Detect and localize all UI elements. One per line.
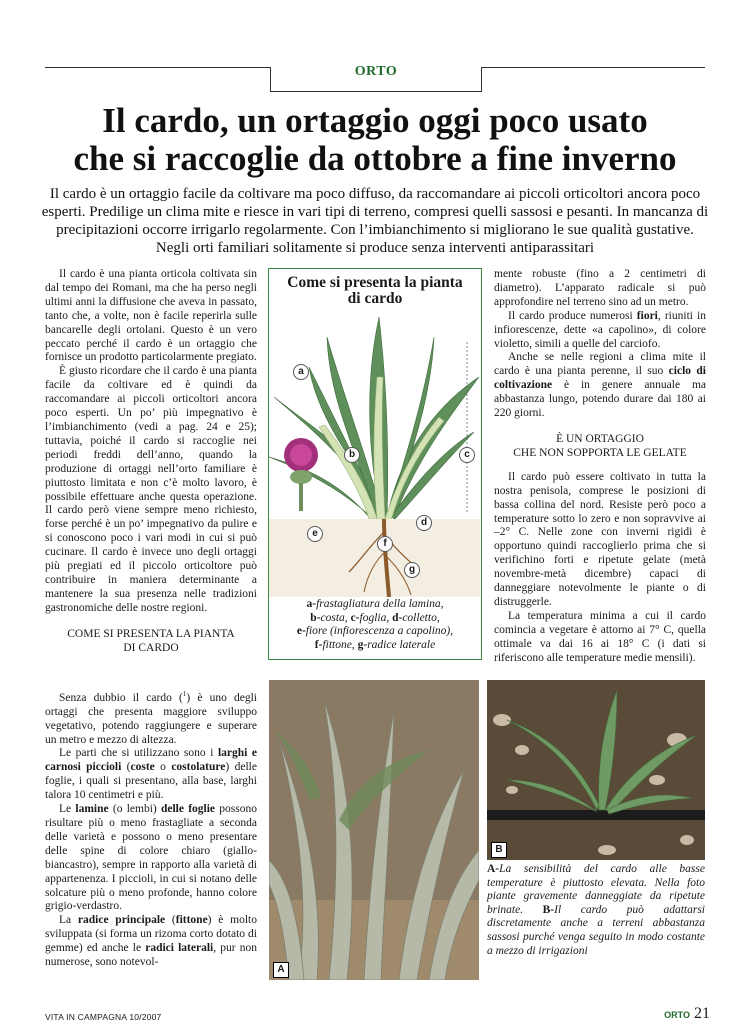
- subheading-line: DI CARDO: [123, 641, 179, 654]
- diagram-title: [269, 275, 481, 307]
- photo-a-tag: A: [273, 962, 289, 978]
- photo-frost-damaged-cardoons: [269, 680, 479, 980]
- header-rule-right: [482, 67, 705, 68]
- paragraph: Il cardo è una pianta orticola coltivata sin dal tempo dei Romani, ma che ha perso negli ultimi anni la diffusione che aveva in passato, tanto che, a volte, non è facile reperirla sulle bancarelle degli ortolani. Questo è un vero peccato perché il cardo è un ortaggio che fornisce un prodotto particolarmente pregiato.: [45, 268, 257, 364]
- diagram-label-g: g: [404, 562, 420, 578]
- paragraph: Il cardo produce numerosi fiori, riuniti in infiorescenze, dette «a capolino», di colore violetto, simili a quelle del carciofo.: [494, 309, 706, 350]
- section-label: ORTO: [354, 64, 398, 79]
- column-1-continued: [45, 688, 257, 970]
- diagram-label-a: a: [293, 364, 309, 380]
- footer-page-info: [650, 1005, 710, 1023]
- photo-b-tag: B: [491, 842, 507, 858]
- subheading-line: COME SI PRESENTA LA PIANTA: [67, 627, 235, 640]
- frost-damaged-plants-image: [269, 680, 479, 980]
- photo-caption: A-La sensibilità del cardo alle basse temperature è piuttosto elevata. Nella foto piante gravemente danneggiate da ripetute brinate. B-Il cardo può adattarsi discretamente anche a terreni abbastanza sassosi purché venga seguito in modo costante a mezzo di irrigazioni: [487, 863, 705, 957]
- diagram-title-line: di cardo: [347, 290, 403, 307]
- headline-line-1: Il cardo, un ortaggio oggi poco usato: [102, 101, 648, 140]
- footer-section: ORTO: [664, 1010, 690, 1020]
- cardoon-plant-illustration: [269, 307, 480, 597]
- diagram-label-c: c: [459, 447, 475, 463]
- page-number: 21: [694, 1005, 710, 1022]
- column-1: [45, 268, 257, 665]
- paragraph: Senza dubbio il cardo ($^1$) è uno degli ortaggi che presenta maggiore sviluppo vegetativo, potendo raggiungere e superare un metro e mezzo di altezza.: [45, 690, 257, 746]
- subheading-line: CHE NON SOPPORTA LE GELATE: [513, 446, 687, 459]
- subheading: [45, 628, 257, 656]
- headline-line-2: che si raccoglie da ottobre a fine inverno: [73, 139, 677, 178]
- diagram-label-e: e: [307, 526, 323, 542]
- paragraph: La temperatura minima a cui il cardo comincia a vegetare è attorno ai 7° C, quella ottimale va dai 16 ai 18° C (i dati si riferiscono alle temperature medie mensili).: [494, 609, 706, 664]
- paragraph: Anche se nelle regioni a clima mite il cardo è una pianta perenne, il suo ciclo di coltivazione è in genere annuale ma abbastanza lungo, potendo durare dai 180 ai 220 giorni.: [494, 351, 706, 420]
- headline: [20, 102, 730, 178]
- footer-publication: VITA IN CAMPAGNA 10/2007: [45, 1012, 162, 1022]
- diagram-label-f: f: [377, 536, 393, 552]
- diagram-label-d: d: [416, 515, 432, 531]
- paragraph: Le parti che si utilizzano sono i larghi e carnosi piccioli (coste o costolature) delle foglie, i quali si presentano, alla base, larghi talora 10 centimetri e più.: [45, 747, 257, 802]
- header-box-bottom: [270, 91, 482, 92]
- diagram-title-line: Come si presenta la pianta: [287, 274, 463, 291]
- subheading: [494, 433, 706, 461]
- standfirst: Il cardo è un ortaggio facile da coltivare ma poco diffuso, da raccomandare ai piccoli orticoltori ancora poco esperti. Predilige un clima mite e riesce in vari tipi di terreno, compresi quelli sassosi e pesanti. In mancanza di precipitazioni occorre irrigarlo regolarmente. Con l’imbianchimento si migliorano le sue qualità gustative. Negli orti familiari solitamente si produce senza interventi antiparassitari: [41, 186, 709, 256]
- paragraph: mente robuste (fino a 2 centimetri di diametro). L’apparato radicale si può approfondire nel terreno sino ad un metro.: [494, 268, 706, 308]
- plant-diagram-box: [268, 268, 482, 660]
- cardoon-in-stony-soil-image: [487, 680, 705, 860]
- header-rule-left: [45, 67, 270, 68]
- paragraph: Le lamine (o lembi) delle foglie possono risultare più o meno frastagliate a seconda delle varietà e possono o meno presentare delle spine di colore chiaro (giallo-biancastro), sempre in rapporto alla varietà di appartenenza. I piccioli, in cui si notano delle solcature più o meno profonde, hanno colore grigio-verdastro.: [45, 803, 257, 913]
- paragraph: Il cardo può essere coltivato in tutta la nostra penisola, comprese le posizioni di bassa collina del nord. Resiste però poco a temperature sotto lo zero e non sopravvive ai –2° C. Nelle zone con inverni rigidi è opportuno quindi raccoglierlo prima che si verifichino forti e ripetute gelate (metà novembre-metà dicembre) capaci di danneggiare notevolmente le piante o di distruggerle.: [494, 470, 706, 608]
- diagram-label-b: b: [344, 447, 360, 463]
- paragraph: La radice principale (fittone) è molto sviluppata (si forma un rizoma corto dotato di gemme) ed anche le radici laterali, pur non numerose, sono notevol-: [45, 914, 257, 969]
- diagram-caption: a-frastagliatura della lamina, b-costa, c-foglia, d-colletto, e-fiore (infiorescenza a capolino), f-fittone, g-radice laterale: [296, 598, 454, 651]
- column-3: [494, 268, 706, 665]
- photo-cardoon-stony-soil: [487, 680, 705, 860]
- paragraph: È giusto ricordare che il cardo è una pianta facile da coltivare ed è quindi da raccomandare ai piccoli orticoltori ancora poco esperti. Un po’ più impegnativo è l’imbianchimento (vedi a pag. 24 e 25); tuttavia, poiché il cardo si raccoglie nei periodi freddi dell’anno, quando la produzione di ortaggi nell’orto familiare è piuttosto limitata e non c’è molto lavoro, è possibile effettuare anche questa operazione. Il cardo però viene sempre meno richiesto, forse perché è un po’ impegnativo da pulire e si conoscono poco i vari modi in cui si può cucinare. Il cardo è invece uno degli ortaggi più pregiati ed il piccolo orticoltore può contribuire in maniera determinante a mantenere la sua presenza nelle tradizioni gastronomiche delle nostre regioni.: [45, 365, 257, 614]
- subheading-line: È UN ORTAGGIO: [556, 432, 644, 445]
